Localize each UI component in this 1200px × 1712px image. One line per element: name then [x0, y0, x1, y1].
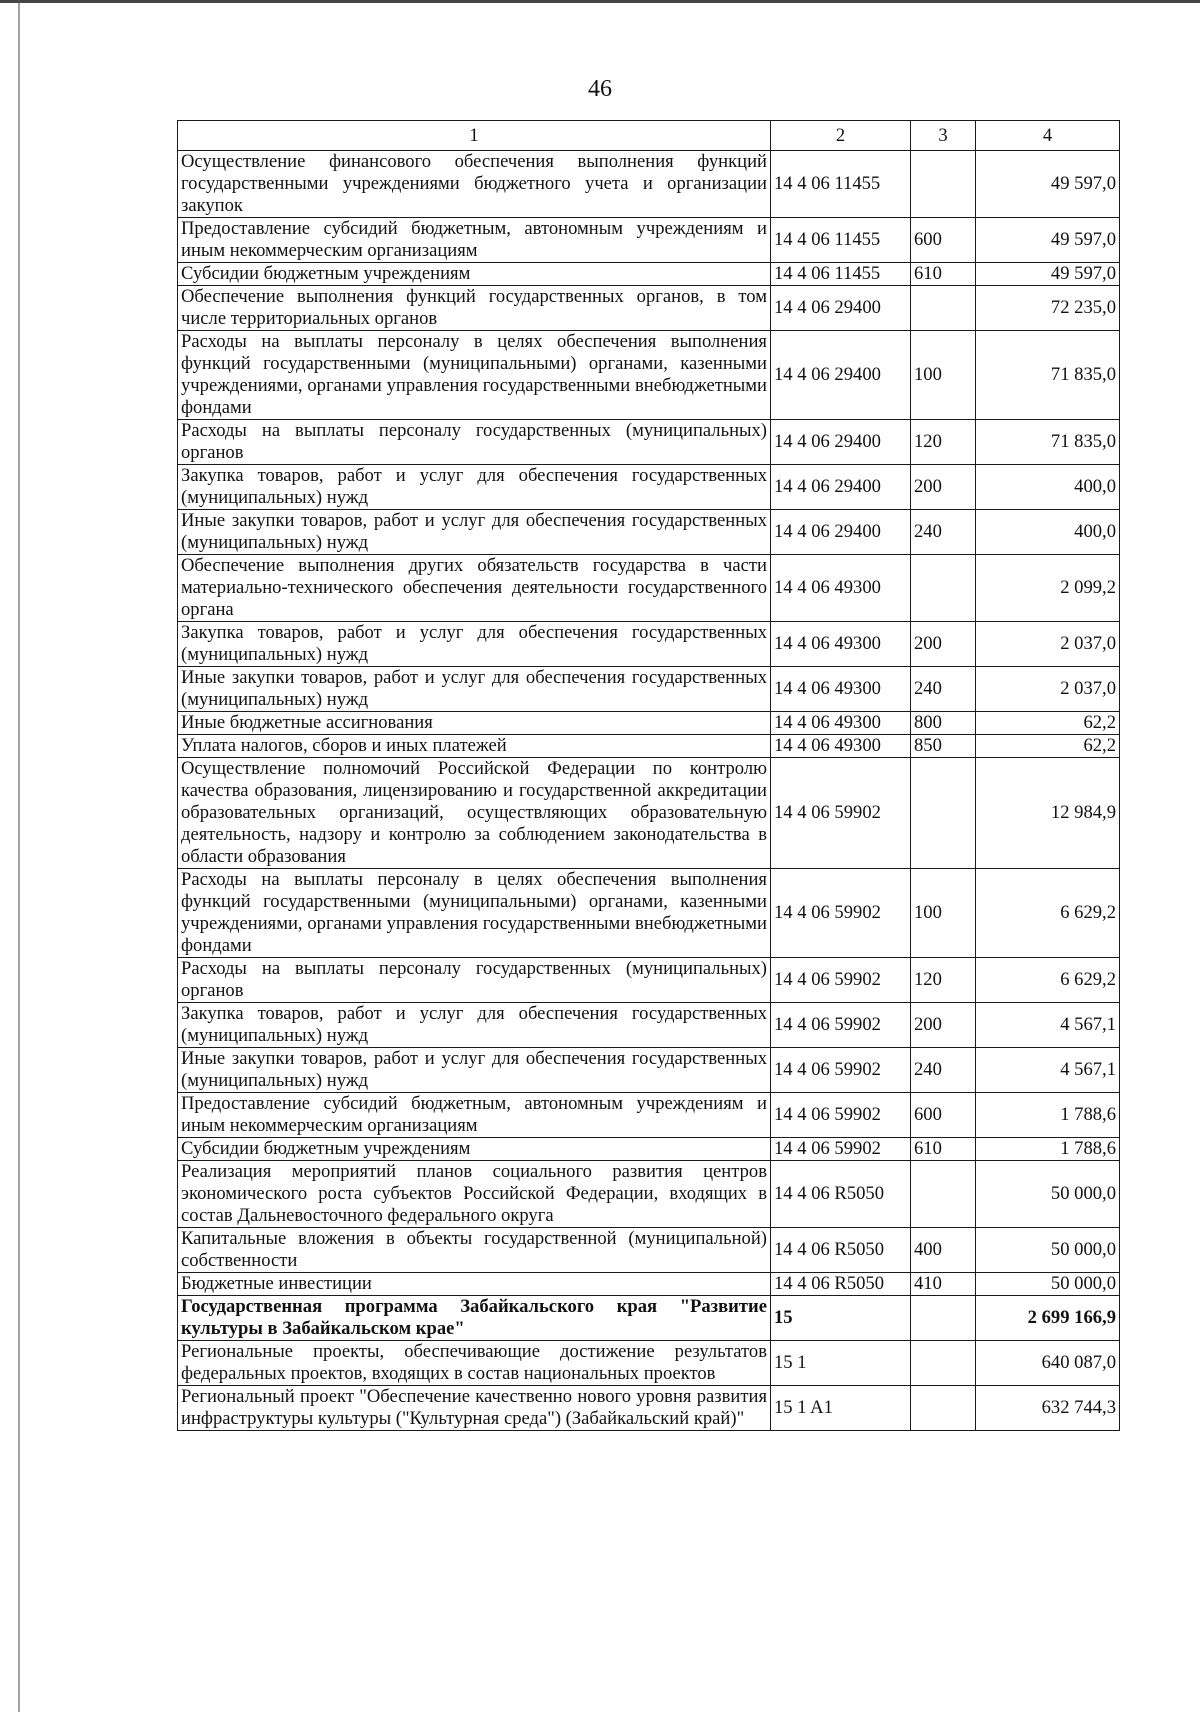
row-code-cell: 14 4 06 29400	[771, 465, 911, 510]
row-name-cell: Иные закупки товаров, работ и услуг для обеспечения государственных (муниципальных) нужд	[178, 510, 771, 555]
row-expense-type-cell: 200	[911, 1003, 976, 1048]
row-expense-type-cell: 120	[911, 420, 976, 465]
row-expense-type-cell: 100	[911, 331, 976, 420]
row-expense-type-cell	[911, 286, 976, 331]
table-row	[178, 1296, 1120, 1341]
row-name-cell: Расходы на выплаты персоналу в целях обеспечения выполнения функций государственными (муниципальными) органами, казенными учреждениями, органами управления государственными внебюджетными фондами	[178, 331, 771, 420]
row-sum-cell: 50 000,0	[976, 1161, 1120, 1228]
row-sum-cell: 6 629,2	[976, 958, 1120, 1003]
row-code-cell: 14 4 06 R5050	[771, 1273, 911, 1296]
row-sum-cell: 400,0	[976, 465, 1120, 510]
row-expense-type-cell	[911, 1386, 976, 1431]
row-expense-type-cell: 200	[911, 622, 976, 667]
row-code-cell: 14 4 06 R5050	[771, 1228, 911, 1273]
table-row	[178, 465, 1120, 510]
row-code-cell: 14 4 06 49300	[771, 555, 911, 622]
row-name-cell: Предоставление субсидий бюджетным, автономным учреждениям и иным некоммерческим организациям	[178, 1093, 771, 1138]
table-body	[178, 151, 1120, 1431]
row-code-cell: 14 4 06 49300	[771, 735, 911, 758]
row-code-cell: 14 4 06 29400	[771, 510, 911, 555]
row-code-cell: 15 1	[771, 1341, 911, 1386]
row-expense-type-cell: 610	[911, 263, 976, 286]
header-col-2: 2	[771, 121, 911, 151]
row-name-cell: Закупка товаров, работ и услуг для обеспечения государственных (муниципальных) нужд	[178, 1003, 771, 1048]
table-row	[178, 286, 1120, 331]
row-name-cell: Обеспечение выполнения функций государственных органов, в том числе территориальных органов	[178, 286, 771, 331]
row-sum-cell: 62,2	[976, 712, 1120, 735]
budget-table	[177, 120, 1120, 1431]
row-expense-type-cell: 240	[911, 1048, 976, 1093]
table-row	[178, 1228, 1120, 1273]
table-row	[178, 1386, 1120, 1431]
row-sum-cell: 49 597,0	[976, 151, 1120, 218]
table-row	[178, 510, 1120, 555]
row-name-cell: Расходы на выплаты персоналу государственных (муниципальных) органов	[178, 958, 771, 1003]
header-col-3: 3	[911, 121, 976, 151]
row-name-cell: Субсидии бюджетным учреждениям	[178, 263, 771, 286]
row-name-cell: Иные бюджетные ассигнования	[178, 712, 771, 735]
row-code-cell: 14 4 06 11455	[771, 263, 911, 286]
row-name-cell: Уплата налогов, сборов и иных платежей	[178, 735, 771, 758]
row-code-cell: 15 1 A1	[771, 1386, 911, 1431]
row-code-cell: 14 4 06 59902	[771, 869, 911, 958]
row-expense-type-cell: 240	[911, 667, 976, 712]
row-code-cell: 14 4 06 29400	[771, 286, 911, 331]
table-row	[178, 331, 1120, 420]
row-code-cell: 14 4 06 59902	[771, 1048, 911, 1093]
table-row	[178, 1138, 1120, 1161]
table-row	[178, 712, 1120, 735]
table-row	[178, 758, 1120, 869]
row-name-cell: Обеспечение выполнения других обязательств государства в части материально-технического обеспечения деятельности государственного органа	[178, 555, 771, 622]
row-expense-type-cell: 600	[911, 1093, 976, 1138]
row-sum-cell: 12 984,9	[976, 758, 1120, 869]
row-sum-cell: 49 597,0	[976, 263, 1120, 286]
table-row	[178, 1341, 1120, 1386]
row-name-cell: Иные закупки товаров, работ и услуг для обеспечения государственных (муниципальных) нужд	[178, 1048, 771, 1093]
row-code-cell: 14 4 06 29400	[771, 420, 911, 465]
table-row	[178, 420, 1120, 465]
table-row	[178, 958, 1120, 1003]
row-expense-type-cell: 600	[911, 218, 976, 263]
table-row	[178, 1273, 1120, 1296]
row-expense-type-cell: 800	[911, 712, 976, 735]
row-expense-type-cell: 400	[911, 1228, 976, 1273]
row-expense-type-cell: 240	[911, 510, 976, 555]
header-col-4: 4	[976, 121, 1120, 151]
row-expense-type-cell	[911, 1296, 976, 1341]
row-name-cell: Региональный проект "Обеспечение качественно нового уровня развития инфраструктуры культуры ("Культурная среда") (Забайкальский край)"	[178, 1386, 771, 1431]
row-sum-cell: 4 567,1	[976, 1003, 1120, 1048]
row-code-cell: 14 4 06 59902	[771, 1093, 911, 1138]
row-code-cell: 14 4 06 29400	[771, 331, 911, 420]
table-row	[178, 555, 1120, 622]
row-code-cell: 14 4 06 49300	[771, 667, 911, 712]
row-sum-cell: 62,2	[976, 735, 1120, 758]
row-code-cell: 14 4 06 49300	[771, 622, 911, 667]
row-code-cell: 15	[771, 1296, 911, 1341]
row-sum-cell: 50 000,0	[976, 1228, 1120, 1273]
row-sum-cell: 49 597,0	[976, 218, 1120, 263]
table-row	[178, 1161, 1120, 1228]
row-name-cell: Осуществление финансового обеспечения выполнения функций государственными учреждениями бюджетного учета и организации закупок	[178, 151, 771, 218]
table-row	[178, 622, 1120, 667]
row-name-cell: Региональные проекты, обеспечивающие достижение результатов федеральных проектов, входящих в состав национальных проектов	[178, 1341, 771, 1386]
row-expense-type-cell: 410	[911, 1273, 976, 1296]
row-sum-cell: 2 099,2	[976, 555, 1120, 622]
row-expense-type-cell: 200	[911, 465, 976, 510]
row-expense-type-cell: 850	[911, 735, 976, 758]
row-name-cell: Субсидии бюджетным учреждениям	[178, 1138, 771, 1161]
row-expense-type-cell: 120	[911, 958, 976, 1003]
row-code-cell: 14 4 06 11455	[771, 151, 911, 218]
row-code-cell: 14 4 06 59902	[771, 1003, 911, 1048]
row-expense-type-cell	[911, 1341, 976, 1386]
table-header-row	[178, 121, 1120, 151]
row-expense-type-cell	[911, 758, 976, 869]
table-row	[178, 667, 1120, 712]
table-row	[178, 735, 1120, 758]
row-expense-type-cell: 610	[911, 1138, 976, 1161]
row-sum-cell: 1 788,6	[976, 1093, 1120, 1138]
row-name-cell: Закупка товаров, работ и услуг для обеспечения государственных (муниципальных) нужд	[178, 465, 771, 510]
row-code-cell: 14 4 06 59902	[771, 1138, 911, 1161]
row-code-cell: 14 4 06 59902	[771, 958, 911, 1003]
row-code-cell: 14 4 06 R5050	[771, 1161, 911, 1228]
row-name-cell: Осуществление полномочий Российской Федерации по контролю качества образования, лицензированию и государственной аккредитации образовательных организаций, осуществляющих образовательную деятельность, надзору и контролю за соблюдением законодательства в области образования	[178, 758, 771, 869]
row-name-cell: Закупка товаров, работ и услуг для обеспечения государственных (муниципальных) нужд	[178, 622, 771, 667]
row-code-cell: 14 4 06 59902	[771, 758, 911, 869]
row-sum-cell: 2 699 166,9	[976, 1296, 1120, 1341]
row-expense-type-cell: 100	[911, 869, 976, 958]
row-sum-cell: 632 744,3	[976, 1386, 1120, 1431]
row-name-cell: Иные закупки товаров, работ и услуг для обеспечения государственных (муниципальных) нужд	[178, 667, 771, 712]
row-name-cell: Расходы на выплаты персоналу государственных (муниципальных) органов	[178, 420, 771, 465]
row-sum-cell: 1 788,6	[976, 1138, 1120, 1161]
row-sum-cell: 6 629,2	[976, 869, 1120, 958]
row-expense-type-cell	[911, 555, 976, 622]
row-name-cell: Капитальные вложения в объекты государственной (муниципальной) собственности	[178, 1228, 771, 1273]
row-sum-cell: 400,0	[976, 510, 1120, 555]
row-sum-cell: 4 567,1	[976, 1048, 1120, 1093]
row-sum-cell: 2 037,0	[976, 667, 1120, 712]
row-sum-cell: 2 037,0	[976, 622, 1120, 667]
scan-left-edge	[18, 0, 20, 1712]
page-number: 46	[588, 76, 612, 102]
row-sum-cell: 71 835,0	[976, 331, 1120, 420]
row-sum-cell: 71 835,0	[976, 420, 1120, 465]
row-name-cell: Реализация мероприятий планов социального развития центров экономического роста субъектов Российской Федерации, входящих в состав Дальневосточного федерального округа	[178, 1161, 771, 1228]
row-sum-cell: 72 235,0	[976, 286, 1120, 331]
row-name-cell: Бюджетные инвестиции	[178, 1273, 771, 1296]
row-code-cell: 14 4 06 11455	[771, 218, 911, 263]
row-sum-cell: 50 000,0	[976, 1273, 1120, 1296]
scan-top-edge	[0, 0, 1200, 3]
row-sum-cell: 640 087,0	[976, 1341, 1120, 1386]
row-expense-type-cell	[911, 151, 976, 218]
table-row	[178, 263, 1120, 286]
table-row	[178, 869, 1120, 958]
table-row	[178, 1048, 1120, 1093]
table-row	[178, 151, 1120, 218]
table-row	[178, 1003, 1120, 1048]
row-name-cell: Предоставление субсидий бюджетным, автономным учреждениям и иным некоммерческим организациям	[178, 218, 771, 263]
row-expense-type-cell	[911, 1161, 976, 1228]
table-row	[178, 1093, 1120, 1138]
row-name-cell: Государственная программа Забайкальского края "Развитие культуры в Забайкальском крае"	[178, 1296, 771, 1341]
header-col-1: 1	[178, 121, 771, 151]
table-row	[178, 218, 1120, 263]
row-code-cell: 14 4 06 49300	[771, 712, 911, 735]
row-name-cell: Расходы на выплаты персоналу в целях обеспечения выполнения функций государственными (муниципальными) органами, казенными учреждениями, органами управления государственными внебюджетными фондами	[178, 869, 771, 958]
